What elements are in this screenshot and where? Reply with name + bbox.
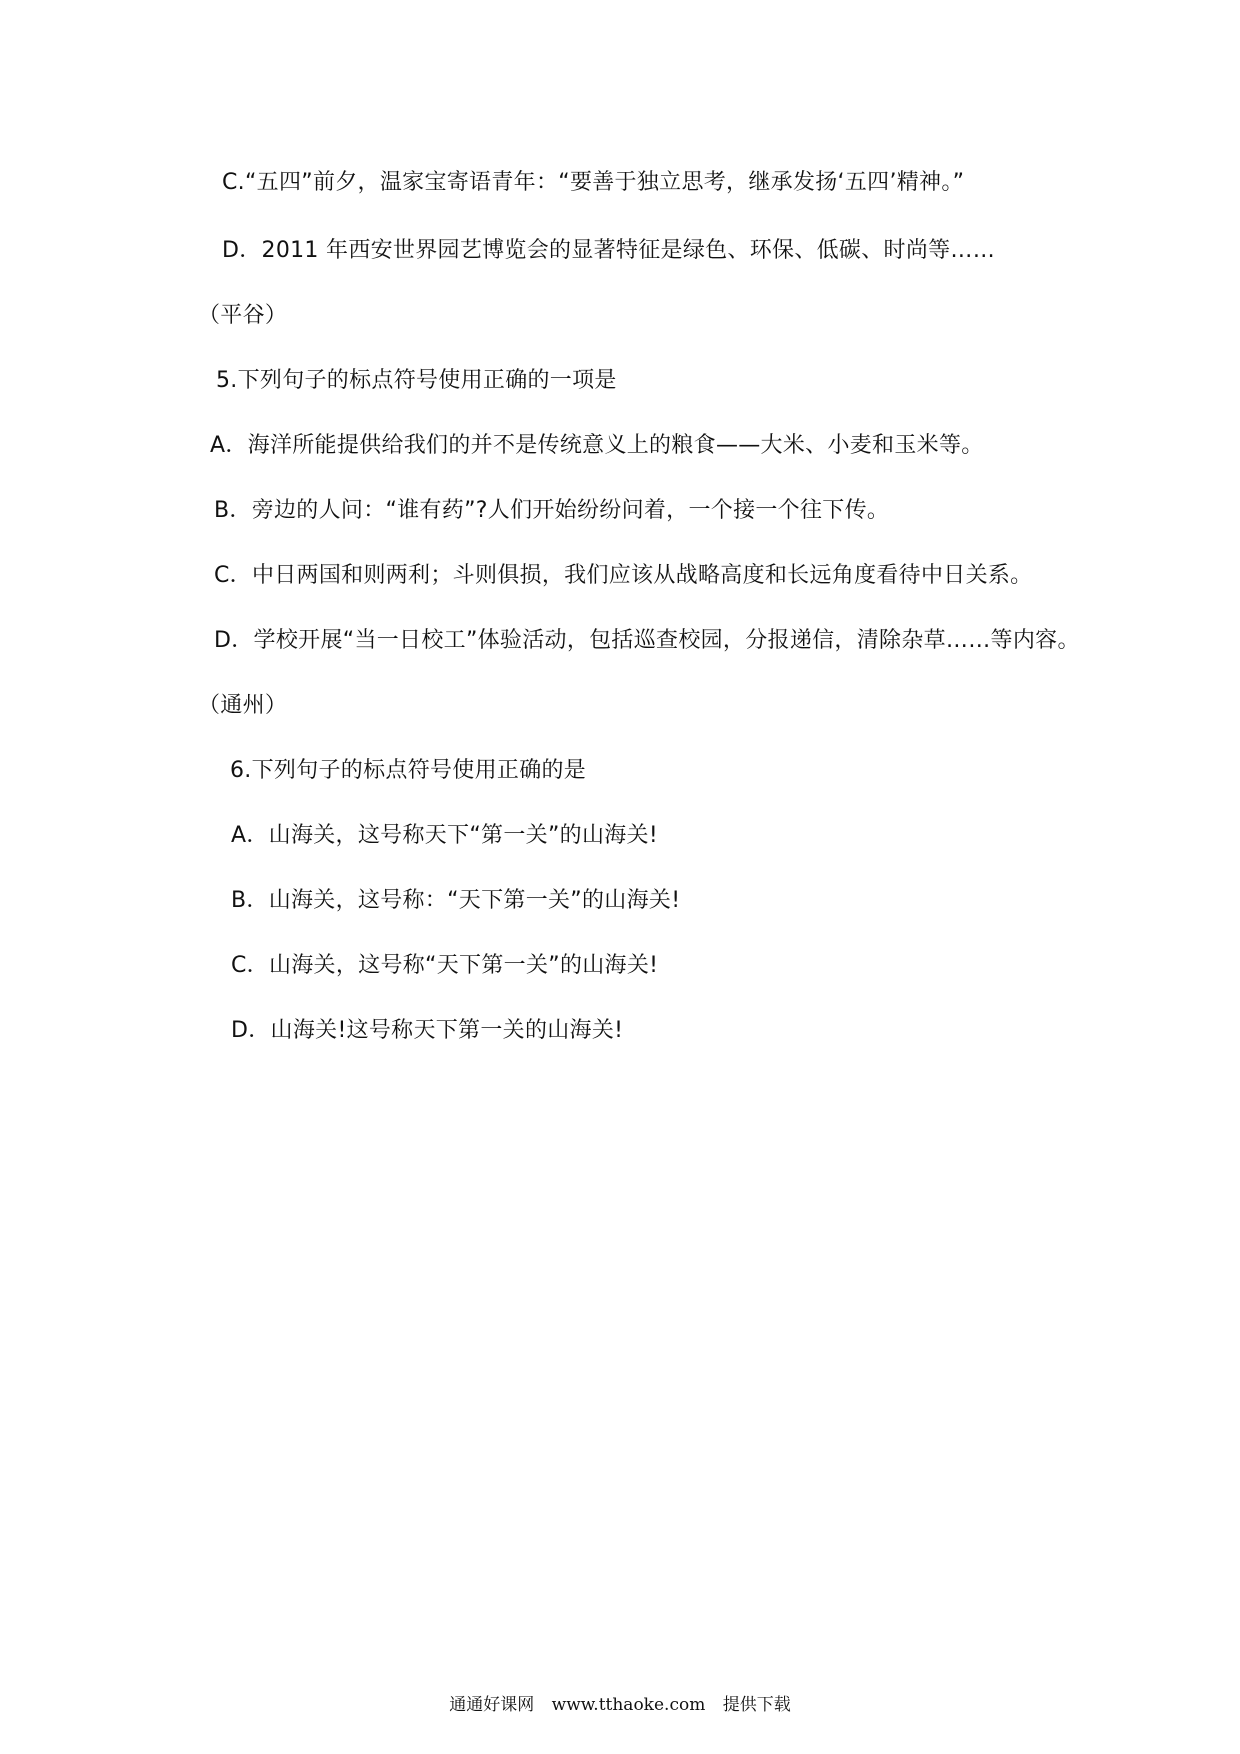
q4-option-d: D．2011 年西安世界园艺博览会的显著特征是绿色、环保、低碳、时尚等…… <box>222 238 996 263</box>
region-label-pinggu: （平谷） <box>198 303 288 328</box>
footer-site-name: 通通好课网 <box>449 1695 535 1715</box>
q5-stem: 5.下列句子的标点符号使用正确的一项是 <box>216 368 617 393</box>
q6-option-d: D．山海关!这号称天下第一关的山海关! <box>231 1018 624 1043</box>
region-label-tongzhou: （通州） <box>198 693 288 718</box>
q6-option-b: B．山海关，这号称：“天下第一关”的山海关! <box>231 888 681 913</box>
q6-stem: 6.下列句子的标点符号使用正确的是 <box>230 758 587 783</box>
q6-option-a: A．山海关，这号称天下“第一关”的山海关! <box>231 823 658 848</box>
q5-option-d: D．学校开展“当一日校工”体验活动，包括巡查校园，分报递信，清除杂草……等内容。 <box>214 628 1080 653</box>
q5-option-a: A．海洋所能提供给我们的并不是传统意义上的粮食——大米、小麦和玉米等。 <box>210 433 984 458</box>
q5-option-c: C．中日两国和则两利；斗则俱损，我们应该从战略高度和长远角度看待中日关系。 <box>214 563 1033 588</box>
q6-option-c: C．山海关，这号称“天下第一关”的山海关! <box>231 953 659 978</box>
footer-note: 提供下载 <box>722 1695 791 1715</box>
q5-option-b: B．旁边的人问：“谁有药”?人们开始纷纷问着，一个接一个往下传。 <box>214 498 890 523</box>
q4-option-c: C.“五四”前夕，温家宝寄语青年：“要善于独立思考，继承发扬‘五四’精神。” <box>222 170 965 195</box>
page-footer <box>0 1693 1240 1717</box>
footer-url[interactable]: www.tthaoke.com <box>551 1695 706 1715</box>
